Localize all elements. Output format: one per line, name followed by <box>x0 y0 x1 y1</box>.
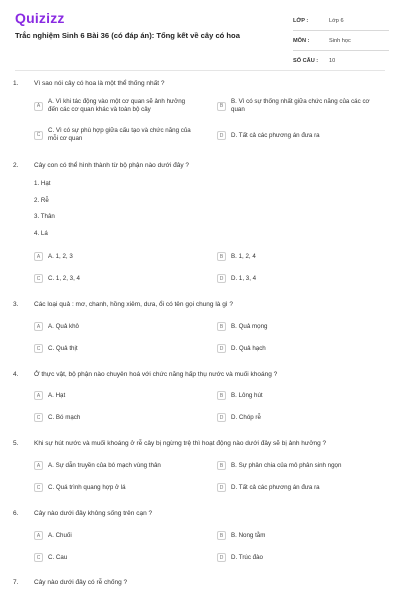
question-text: Vì sao nói cây có hoa là một thể thống nhất ? <box>34 80 165 87</box>
option-text: B. 1, 2, 4 <box>231 252 256 260</box>
option-a[interactable] <box>34 531 72 540</box>
option-letter-badge: B <box>217 531 226 540</box>
option-letter-badge: D <box>217 483 226 492</box>
option-d[interactable] <box>217 553 263 562</box>
option-letter-badge: D <box>217 131 226 140</box>
quizizz-logo: Quizizz <box>15 10 65 26</box>
meta-row-subject <box>293 31 389 51</box>
option-a[interactable] <box>34 252 73 261</box>
option-letter-badge: A <box>34 461 43 470</box>
option-d[interactable] <box>217 274 256 283</box>
option-letter-badge: A <box>34 531 43 540</box>
option-c[interactable] <box>34 413 80 422</box>
option-text: A. Quả khô <box>48 322 79 330</box>
question-text: Cây nào dưới đây không sống trên cạn ? <box>34 510 153 517</box>
option-text: C. Cau <box>48 553 68 561</box>
option-text: B. Nong tằm <box>231 531 266 539</box>
option-text: C. Vì có sự phù hợp giữa cấu tạo và chức năng của mỗi cơ quan <box>48 127 191 142</box>
statement-item: 3. Thân <box>34 213 55 220</box>
option-letter-badge: D <box>217 413 226 422</box>
question-number: 7. <box>13 579 19 586</box>
option-c[interactable] <box>34 274 80 283</box>
meta-row-class <box>293 11 389 31</box>
question-text: Các loại quả : mơ, chanh, hồng xiêm, dưa, ổi có tên gọi chung là gì ? <box>34 301 234 308</box>
option-letter-badge: B <box>217 252 226 261</box>
option-c[interactable] <box>34 483 126 492</box>
question-number: 3. <box>13 301 19 308</box>
option-letter-badge: A <box>34 102 43 111</box>
option-text: A. 1, 2, 3 <box>48 252 73 260</box>
worksheet-header <box>0 0 400 70</box>
question-number: 5. <box>13 440 19 447</box>
option-text: D. Tất cả các phương án đưa ra <box>231 131 320 139</box>
option-text: D. Trúc đào <box>231 553 263 561</box>
option-text: D. 1, 3, 4 <box>231 274 257 282</box>
meta-value: Sinh học <box>329 37 351 44</box>
option-letter-badge: A <box>34 252 43 261</box>
option-letter-badge: C <box>34 553 43 562</box>
option-letter-badge: C <box>34 483 43 492</box>
option-text: C. Bó mạch <box>48 413 81 421</box>
option-letter-badge: B <box>217 102 226 111</box>
meta-label: LỚP : <box>293 17 309 24</box>
option-letter-badge: B <box>217 461 226 470</box>
option-a[interactable] <box>34 98 193 114</box>
worksheet-meta <box>293 11 389 70</box>
worksheet-title: Trắc nghiệm Sinh 6 Bài 36 (có đáp án): Tổng kết về cây có hoa <box>15 31 240 40</box>
question-number: 4. <box>13 371 19 378</box>
option-a[interactable] <box>34 391 65 400</box>
option-text: B. Vì có sự thống nhất giữa chức năng của các cơ quan <box>231 98 370 113</box>
option-letter-badge: C <box>34 344 43 353</box>
statement-list <box>34 179 55 245</box>
option-b[interactable] <box>217 98 376 114</box>
option-a[interactable] <box>34 461 161 470</box>
option-d[interactable] <box>217 344 266 353</box>
meta-label: MÔN : <box>293 37 310 44</box>
option-text: C. Quá trình quang hợp ở lá <box>48 483 126 491</box>
option-text: C. 1, 2, 3, 4 <box>48 274 80 282</box>
option-letter-badge: D <box>217 344 226 353</box>
option-letter-badge: B <box>217 322 226 331</box>
option-text: B. Sự phân chia của mô phân sinh ngọn <box>231 461 342 469</box>
option-text: C. Quả thịt <box>48 344 78 352</box>
option-c[interactable] <box>34 553 67 562</box>
option-b[interactable] <box>217 391 263 400</box>
option-letter-badge: D <box>217 553 226 562</box>
option-letter-badge: A <box>34 322 43 331</box>
option-text: A. Vì khi tác động vào một cơ quan sẽ ảnh hưởng đến các cơ quan khác và toàn bộ cây <box>48 98 186 113</box>
question-text: Cây nào dưới đây có rễ chống ? <box>34 579 128 586</box>
statement-item: 2. Rễ <box>34 196 49 204</box>
option-letter-badge: A <box>34 391 43 400</box>
option-text: A. Sự dẫn truyền của bó mạch vùng thân <box>48 461 161 469</box>
option-letter-badge: C <box>34 274 43 283</box>
option-text: A. Chuối <box>48 531 72 539</box>
option-letter-badge: C <box>34 131 43 140</box>
option-letter-badge: C <box>34 413 43 422</box>
question-number: 6. <box>13 510 19 517</box>
option-d[interactable] <box>217 413 261 422</box>
option-c[interactable] <box>34 344 78 353</box>
option-b[interactable] <box>217 461 341 470</box>
meta-label: SỐ CÂU : <box>293 57 319 64</box>
option-text: D. Tất cả các phương án đưa ra <box>231 483 320 491</box>
option-a[interactable] <box>34 322 79 331</box>
option-text: D. Quả hạch <box>231 344 266 352</box>
question-number: 1. <box>13 80 19 87</box>
option-c[interactable] <box>34 127 193 143</box>
statement-item: 4. Lá <box>34 229 48 237</box>
option-text: D. Chóp rễ <box>231 413 261 421</box>
meta-value: Lớp 6 <box>329 17 344 24</box>
meta-row-count <box>293 51 389 70</box>
option-letter-badge: B <box>217 391 226 400</box>
header-divider <box>15 70 385 71</box>
option-b[interactable] <box>217 322 267 331</box>
option-letter-badge: D <box>217 274 226 283</box>
question-text: Khi sự hút nước và muối khoáng ở rễ cây bị ngừng trệ thì hoạt động nào dưới đây sẽ bị ảnh hưởng ? <box>34 440 327 447</box>
option-text: B. Quả mọng <box>231 322 268 330</box>
option-text: A. Hạt <box>48 391 66 399</box>
statement-item: 1. Hạt <box>34 180 51 187</box>
option-text: B. Lông hút <box>231 391 263 399</box>
question-number: 2. <box>13 162 19 169</box>
question-text: Cây con có thể hình thành từ bộ phận nào dưới đây ? <box>34 162 189 169</box>
meta-value: 10 <box>329 57 336 64</box>
option-b[interactable] <box>217 252 256 261</box>
option-b[interactable] <box>217 531 265 540</box>
question-text: Ở thực vật, bộ phận nào chuyên hoá với chức năng hấp thụ nước và muối khoáng ? <box>34 371 278 378</box>
option-d[interactable] <box>217 483 320 492</box>
option-d[interactable] <box>217 131 376 140</box>
